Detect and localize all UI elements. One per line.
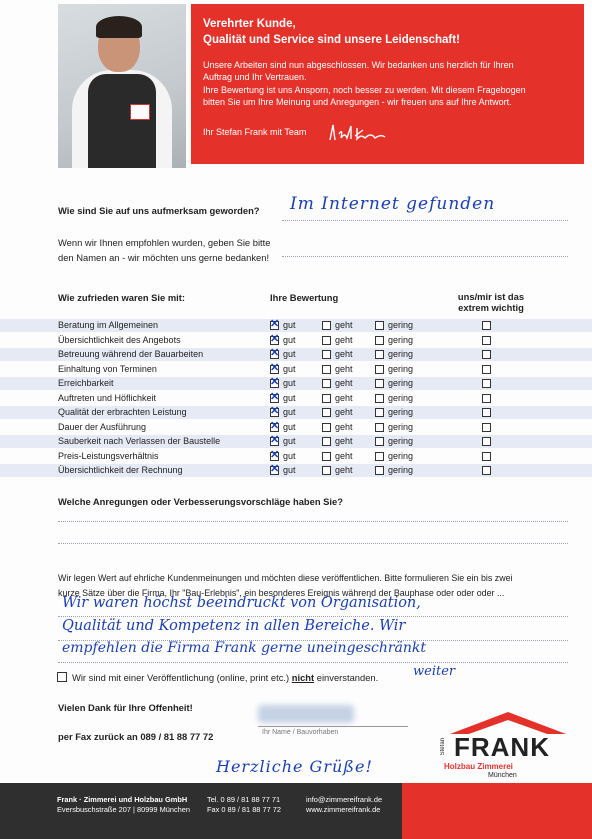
rating-row-label: Beratung im Allgemeinen [58,320,159,330]
source-answer-line [282,220,568,221]
rating-column-header: Ihre Bewertung [270,292,339,303]
rating-option-label-gering: gering [388,320,414,330]
footer-fax: Fax 0 89 / 81 88 77 72 [207,805,281,814]
suggestions-line-1 [58,521,568,522]
importance-checkbox[interactable] [482,437,491,446]
welcome-paragraph-2: Ihre Bewertung ist uns Ansporn, noch besser zu werden. Mit diesem Fragebogen bitten Sie um Ihre Meinung und Anregungen - wir freuen uns auf Ihre Antwort. [203,85,526,107]
rating-option-label-gut: gut [283,450,296,461]
testimonial-hand-line-3[interactable]: empfehlen die Firma Frank gerne uneingeschränkt [62,640,427,656]
rating-checkbox-gut[interactable] [270,437,279,446]
rating-checkbox-geht[interactable] [322,437,331,446]
header-band [0,0,592,168]
frank-logo: Stefan FRANK Holzbau Zimmerei München [440,712,570,780]
rating-checkbox-geht[interactable] [322,336,331,345]
rating-row-label: Übersichtlichkeit der Rechnung [58,465,183,475]
consent-label: Wir sind mit einer Veröffentlichung (online, print etc.) nicht einverstanden. [72,672,379,683]
owner-photo [58,4,186,168]
rating-row-label: Sauberkeit nach Verlassen der Baustelle [58,436,221,446]
footer-company: Frank · Zimmerei und Holzbau GmbH [57,795,188,804]
importance-checkbox[interactable] [482,466,491,475]
rating-option-label-gut: gut [283,320,296,330]
rating-option-label-geht: geht [335,465,353,475]
testimonial-hand-line-4[interactable]: weiter [413,664,456,679]
rating-option-label-geht: geht [335,392,353,403]
rating-checkbox-geht[interactable] [322,423,331,432]
rating-option-label-gut: gut [283,349,296,359]
rating-option-label-geht: geht [335,349,353,359]
rating-option-label-geht: geht [335,407,353,417]
rating-option-label-gering: gering [388,436,414,446]
rating-option-label-geht: geht [335,334,353,345]
rating-checkbox-gering[interactable] [375,336,384,345]
rating-checkbox-geht[interactable] [322,394,331,403]
rating-checkbox-gut[interactable] [270,408,279,417]
rating-option-label-gering: gering [388,378,414,388]
rating-checkbox-gut[interactable] [270,452,279,461]
rating-checkbox-geht[interactable] [322,365,331,374]
rating-checkbox-gering[interactable] [375,321,384,330]
thanks-text: Vielen Dank für Ihre Offenheit! [58,702,193,713]
rating-checkbox-geht[interactable] [322,408,331,417]
rating-option-label-gut: gut [283,363,296,374]
rating-checkbox-gering[interactable] [375,379,384,388]
rating-checkbox-geht[interactable] [322,452,331,461]
rating-option-label-gut: gut [283,334,296,345]
signoff-text: Ihr Stefan Frank mit Team [203,127,307,137]
importance-column-header: uns/mir ist das extrem wichtig [457,291,525,313]
rating-checkbox-geht[interactable] [322,466,331,475]
rating-row-label: Einhaltung von Terminen [58,363,157,374]
rating-option-label-gering: gering [388,349,414,359]
rating-option-label-geht: geht [335,320,353,330]
rating-row-label: Betreuung während der Bauarbeiten [58,349,204,359]
rating-option-label-gut: gut [283,436,296,446]
rating-option-label-gering: gering [388,421,414,432]
importance-checkbox[interactable] [482,350,491,359]
rating-checkbox-gering[interactable] [375,466,384,475]
rating-checkbox-gering[interactable] [375,365,384,374]
greeting-handwritten[interactable]: Herzliche Grüße! [216,757,373,776]
name-signature-line [258,726,408,727]
rating-checkbox-geht[interactable] [322,321,331,330]
rating-option-label-gut: gut [283,421,296,432]
referral-answer-line [282,256,568,257]
fax-text: per Fax zurück an 089 / 81 88 77 72 [58,731,214,742]
importance-checkbox[interactable] [482,336,491,345]
rating-row-label: Preis-Leistungsverhältnis [58,450,159,461]
rating-option-label-geht: geht [335,363,353,374]
footer-address: Eversbuschstraße 207 | 80999 München [57,805,190,814]
importance-checkbox[interactable] [482,423,491,432]
rating-checkbox-gering[interactable] [375,452,384,461]
suggestions-line-2 [58,543,568,544]
rating-checkbox-gering[interactable] [375,408,384,417]
rating-option-label-gering: gering [388,465,414,475]
rating-checkbox-gut[interactable] [270,336,279,345]
welcome-paragraph-1: Unsere Arbeiten sind nun abgeschlossen. Wir bedanken uns herzlich für Ihren Auftrag und Ihr Vertrauen. [203,60,514,82]
consent-checkbox[interactable] [57,672,67,682]
handwritten-signature [327,122,397,144]
rating-option-label-gering: gering [388,334,414,345]
rating-option-label-gering: gering [388,363,414,374]
testimonial-hand-line-1[interactable]: Wir waren höchst beeindruckt von Organisation, [62,595,421,611]
rating-checkbox-gering[interactable] [375,394,384,403]
rating-option-label-gering: gering [388,407,414,417]
importance-checkbox[interactable] [482,379,491,388]
rating-option-label-gut: gut [283,378,296,388]
rating-option-label-gut: gut [283,392,296,403]
importance-checkbox[interactable] [482,408,491,417]
rating-row-label: Qualität der erbrachten Leistung [58,407,187,417]
rating-checkbox-gut[interactable] [270,365,279,374]
rating-option-label-gut: gut [283,465,296,475]
redacted-name [258,705,354,723]
rating-checkbox-gut[interactable] [270,394,279,403]
rating-checkbox-gut[interactable] [270,350,279,359]
footer-email[interactable]: info@zimmereifrank.de [306,795,383,804]
importance-checkbox[interactable] [482,452,491,461]
rating-checkbox-gut[interactable] [270,466,279,475]
referral-question-label: Wenn wir Ihnen empfohlen wurden, geben Sie bitte den Namen an - wir möchten uns gerne bedanken! [58,237,271,263]
rating-checkbox-gering[interactable] [375,437,384,446]
rating-checkbox-gut[interactable] [270,423,279,432]
footer-tel: Tel. 0 89 / 81 88 77 71 [207,795,281,804]
source-question-label: Wie sind Sie auf uns aufmerksam geworden? [58,205,260,216]
suggestions-label: Welche Anregungen oder Verbesserungsvorschläge haben Sie? [58,496,343,507]
rating-heading: Wie zufrieden waren Sie mit: [58,292,186,303]
rating-row-label: Übersichtlichkeit des Angebots [58,334,181,345]
rating-option-label-gering: gering [388,450,414,461]
welcome-title: Verehrter Kunde, Qualität und Service sind unsere Leidenschaft! [203,18,460,46]
rating-checkbox-gering[interactable] [375,423,384,432]
rating-checkbox-geht[interactable] [322,350,331,359]
rating-option-label-gut: gut [283,407,296,417]
importance-checkbox[interactable] [482,321,491,330]
source-answer-handwritten[interactable]: Im Internet gefunden [290,194,496,214]
rating-option-label-geht: geht [335,450,353,461]
rating-option-label-geht: geht [335,436,353,446]
importance-checkbox[interactable] [482,365,491,374]
rating-checkbox-gut[interactable] [270,321,279,330]
rating-row-label: Auftreten und Höflichkeit [58,392,157,403]
footer [0,783,592,839]
rating-option-label-geht: geht [335,378,353,388]
rating-option-label-geht: geht [335,421,353,432]
footer-web[interactable]: www.zimmereifrank.de [306,805,381,814]
rating-checkbox-geht[interactable] [322,379,331,388]
importance-checkbox[interactable] [482,394,491,403]
name-field-caption: Ihr Name / Bauvorhaben [262,729,339,736]
rating-checkbox-gering[interactable] [375,350,384,359]
testimonial-intro: Wir legen Wert auf ehrliche Kundenmeinungen und möchten diese veröffentlichen. Bitte formulieren Sie ein bis zwei kurze Sätze über die Firma, Ihr "Bau-Erlebnis", ein besonderes Ereignis während der Bauphase oder oder oder ... [58,573,513,598]
rating-row-label: Dauer der Ausführung [58,421,147,432]
rating-row-label: Erreichbarkeit [58,378,114,388]
rating-option-label-gering: gering [388,392,414,403]
testimonial-hand-line-2[interactable]: Qualität und Kompetenz in allen Bereiche. Wir [62,618,406,634]
welcome-box [191,4,584,164]
rating-checkbox-gut[interactable] [270,379,279,388]
